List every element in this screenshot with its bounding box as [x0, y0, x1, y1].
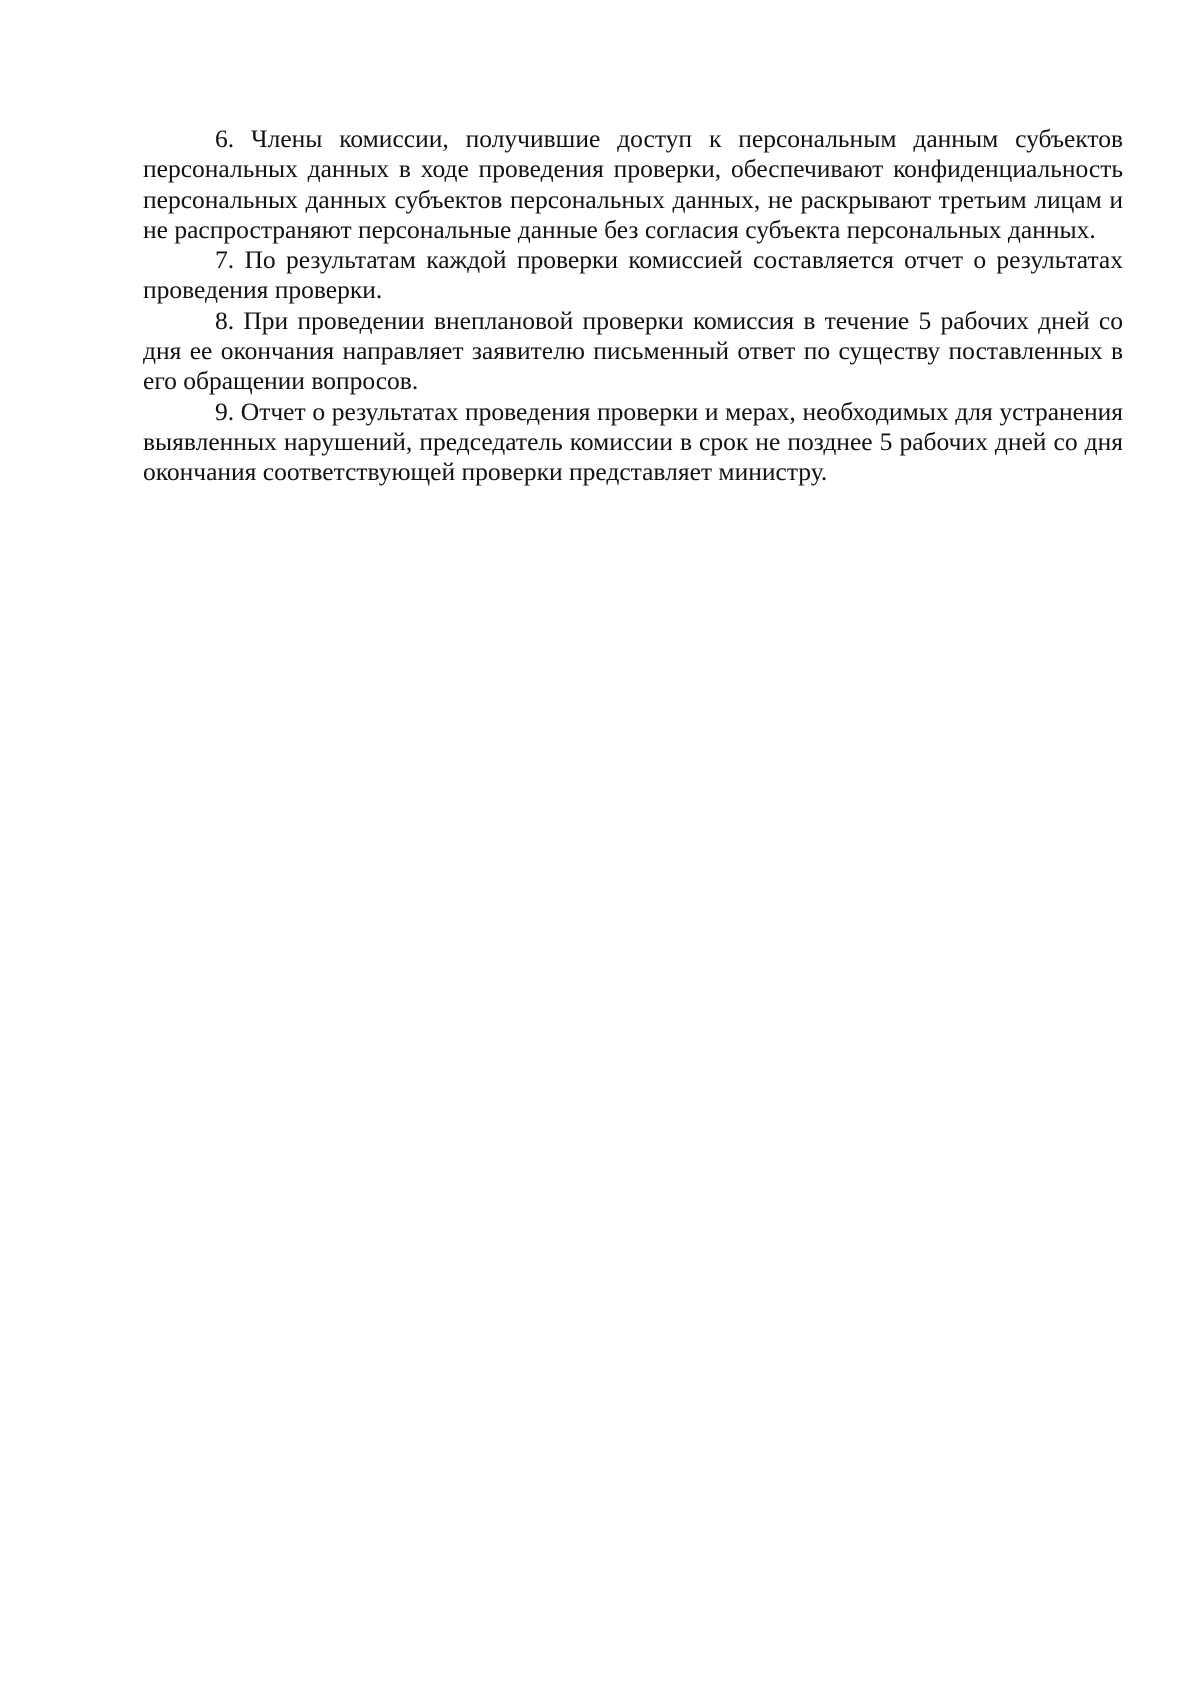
- paragraph-item-7: 7. По результатам каждой проверки комиссией составляется отчет о результатах проведения проверки.: [143, 245, 1123, 305]
- paragraph-item-6: 6. Члены комиссии, получившие доступ к персональным данным субъектов персональных данных в ходе проведения проверки, обеспечивают конфиденциальность персональных данных субъектов персональных данных, не раскрывают третьим лицам и не распространяют персональные данные без согласия субъекта персональных данных.: [143, 124, 1123, 244]
- paragraph-item-9: 9. Отчет о результатах проведения проверки и мерах, необходимых для устранения выявленных нарушений, председатель комиссии в срок не позднее 5 рабочих дней со дня окончания соответствующей проверки представляет министру.: [143, 396, 1123, 487]
- paragraph-item-8: 8. При проведении внеплановой проверки комиссия в течение 5 рабочих дней со дня ее окончания направляет заявителю письменный ответ по существу поставленных в его обращении вопросов.: [143, 305, 1123, 396]
- document-body: [143, 124, 1123, 488]
